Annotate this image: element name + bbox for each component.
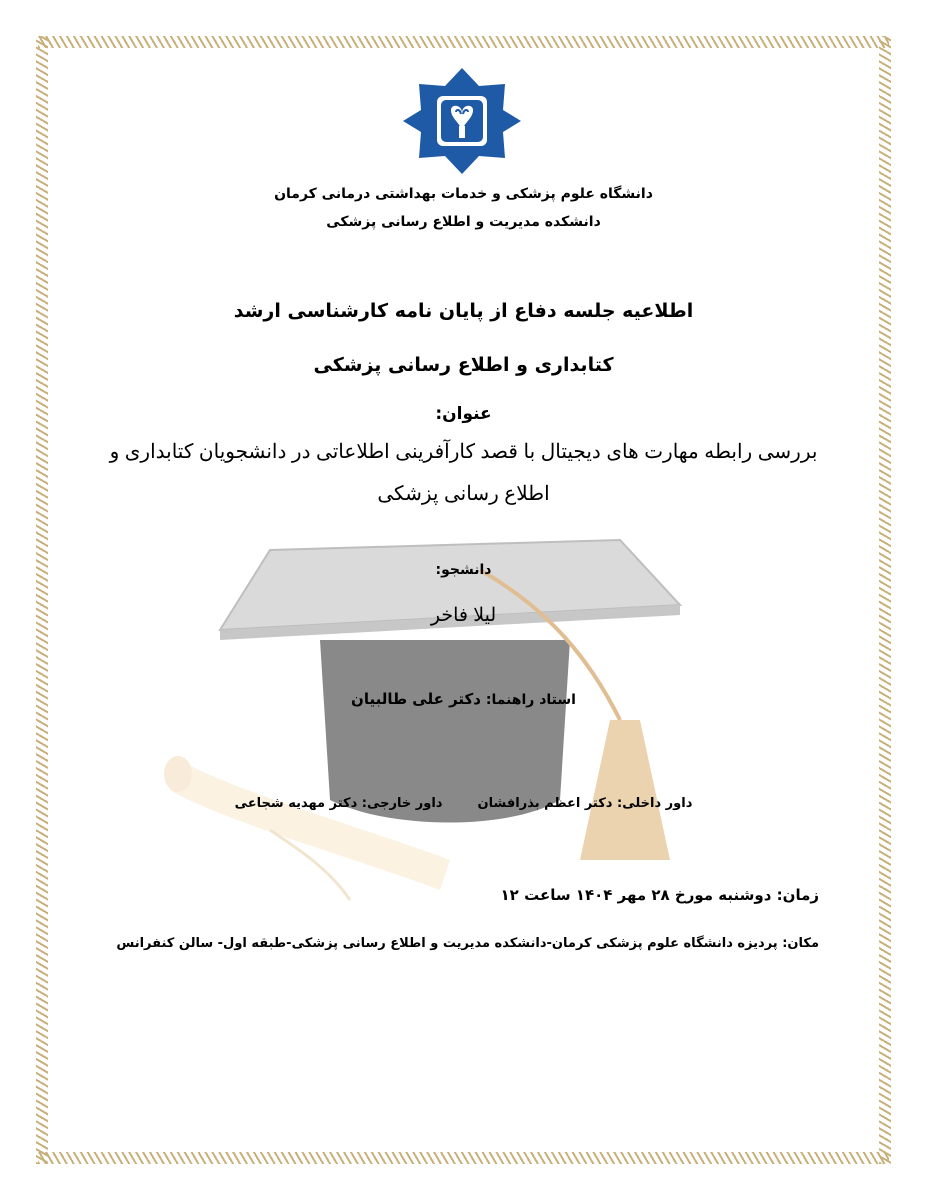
advisor-name: دکتر علی طالبیان [351, 690, 481, 708]
university-logo-icon [399, 66, 525, 176]
session-time [501, 886, 819, 904]
external-referee-label: داور خارجی: [361, 796, 443, 811]
time-value: دوشنبه مورخ ۲۸ مهر ۱۴۰۴ ساعت ۱۲ [500, 886, 772, 904]
place-label: مکان: [782, 936, 819, 951]
subject-line-2: اطلاع رسانی پزشکی [377, 483, 550, 505]
advisor-label: استاد راهنما: [485, 692, 576, 708]
announcement-title: اطلاعیه جلسه دفاع از پایان نامه کارشناسی ارشد [233, 300, 694, 322]
internal-referee-name: دکتر اعظم بذرافشان [477, 796, 613, 811]
page-border-top [38, 36, 889, 48]
advisor-line [100, 690, 827, 708]
university-name: دانشگاه علوم پزشکی و خدمات بهداشتی درمانی کرمان [274, 186, 653, 202]
page-border-left [36, 36, 48, 1164]
page-border-bottom [38, 1152, 889, 1164]
student-name: لیلا فاخر [430, 605, 497, 626]
time-label: زمان: [776, 886, 819, 904]
faculty-name: دانشکده مدیریت و اطلاع رسانی پزشکی [326, 214, 601, 230]
subject-label: عنوان: [435, 404, 492, 424]
session-place [116, 936, 819, 951]
place-value: پردیزه دانشگاه علوم پزشکی کرمان-دانشکده مدیریت و اطلاع رسانی پزشکی-طبقه اول- سالن کنفرانس [116, 936, 778, 951]
internal-referee-label: داور داخلی: [617, 796, 693, 811]
external-referee-name: دکتر مهدیه شجاعی [234, 796, 358, 811]
referees-line [100, 796, 827, 811]
field-title: کتابداری و اطلاع رسانی پزشکی [313, 354, 614, 376]
student-label: دانشجو: [435, 562, 492, 578]
page-border-right [879, 36, 891, 1164]
graduation-cap-background-image [150, 530, 710, 910]
subject-line-1: بررسی رابطه مهارت های دیجیتال با قصد کارآفرینی اطلاعاتی در دانشجویان کتابداری و [109, 441, 818, 463]
